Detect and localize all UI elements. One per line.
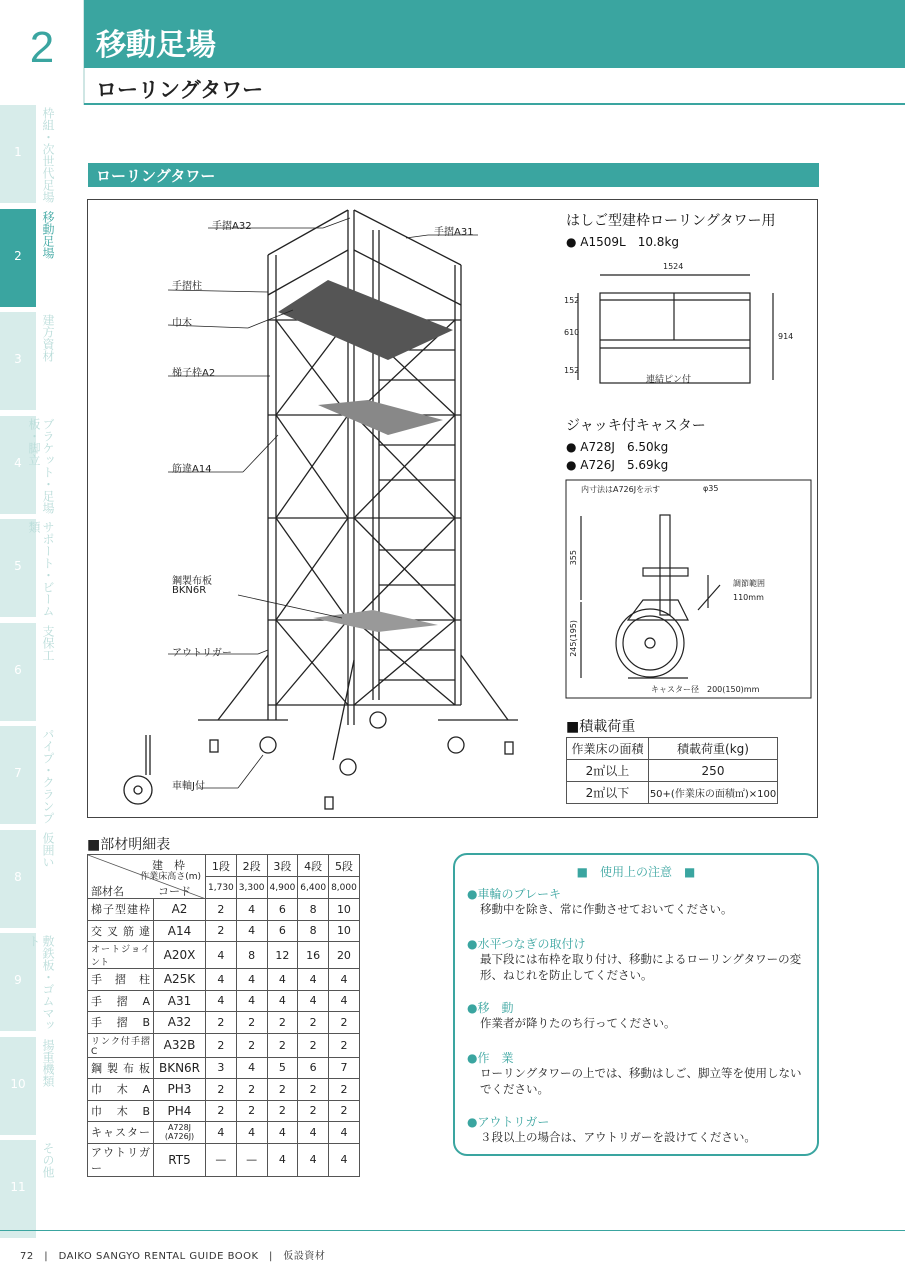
label-ladder-frame: 梯子枠A2 [172, 368, 216, 379]
part-name: 手摺柱 [88, 969, 154, 991]
part-qty: 3 [206, 1057, 237, 1079]
part-qty: 4 [329, 1143, 360, 1176]
head-diagonal [88, 855, 206, 899]
part-qty: 4 [298, 1122, 329, 1144]
side-tab-3[interactable] [0, 312, 36, 410]
dim-152-bottom: 152 [564, 366, 580, 375]
parts-table [87, 854, 360, 1177]
parts-head-height: 3,300 [236, 877, 267, 899]
part-qty: 2 [267, 1079, 298, 1101]
part-code: PH4 [154, 1100, 206, 1122]
part-qty: 6 [267, 899, 298, 921]
side-tab-number: 5 [14, 559, 22, 573]
label-steel-deck-code: BKN6R [172, 585, 207, 596]
side-tab-7[interactable] [0, 726, 36, 824]
side-tab-number: 4 [14, 455, 22, 470]
part-qty: 2 [206, 1079, 237, 1101]
part-qty: 4 [329, 969, 360, 991]
part-qty: 2 [206, 1012, 237, 1034]
part-qty: 2 [236, 1012, 267, 1034]
part-code: BKN6R [154, 1057, 206, 1079]
part-qty: 2 [267, 1012, 298, 1034]
part-qty: 2 [206, 1033, 237, 1057]
dim-width: 1524 [663, 262, 684, 271]
part-qty: 4 [236, 990, 267, 1012]
side-tab-label: その他 [41, 1142, 55, 1178]
load-head-weight: 積載荷重(kg) [649, 738, 778, 760]
load-table [566, 737, 778, 804]
parts-row [88, 990, 360, 1012]
part-name: 梯子型建枠 [88, 899, 154, 921]
figure-box [87, 199, 818, 818]
dim-914: 914 [778, 332, 794, 341]
load-row-area: 2㎡以上 [567, 760, 649, 782]
label-caster-j: 車軸J付 [172, 781, 205, 792]
part-qty: 8 [298, 920, 329, 942]
head-height: 作業床高さ(m) [140, 872, 201, 882]
label-steel-deck: 鋼製布板 [172, 576, 212, 587]
part-name: 手摺A [88, 990, 154, 1012]
label-toeboard: 巾木 [172, 318, 192, 329]
part-qty: 16 [298, 942, 329, 969]
parts-head-height: 1,730 [206, 877, 237, 899]
note-heading: ●作 業 [467, 1051, 514, 1065]
side-tab-label: 仮囲い [41, 831, 55, 868]
part-qty: 4 [236, 920, 267, 942]
load-head-area: 作業床の面積 [567, 738, 649, 760]
dim-355: 355 [569, 550, 578, 566]
note-body: 移動中を除き、常に作動させておいてください。 [480, 902, 733, 916]
part-qty: 12 [267, 942, 298, 969]
load-row-area: 2㎡以下 [567, 782, 649, 804]
part-qty: 2 [329, 1012, 360, 1034]
note-body: ３段以上の場合は、アウトリガーを設けてください。 [480, 1130, 756, 1144]
part-qty: 4 [329, 1122, 360, 1144]
side-tab-label: 移動足場 [41, 210, 55, 259]
part-code: A31 [154, 990, 206, 1012]
parts-row [88, 1012, 360, 1034]
parts-head-level: 1段 [206, 855, 237, 877]
part-qty: 2 [206, 899, 237, 921]
head-name: 部材名 [91, 885, 124, 898]
side-tab-9[interactable] [0, 933, 36, 1031]
parts-row [88, 1033, 360, 1057]
part-qty: 4 [267, 1143, 298, 1176]
side-tab-number: 6 [14, 662, 22, 677]
part-qty: 2 [298, 1012, 329, 1034]
part-code: A20X [154, 942, 206, 969]
dim-610: 610 [564, 328, 580, 337]
side-tab-number: 3 [14, 352, 22, 366]
parts-head-level: 4段 [298, 855, 329, 877]
parts-head-corner [88, 855, 206, 899]
parts-head-level: 2段 [236, 855, 267, 877]
parts-row [88, 899, 360, 921]
dim-245: 245(195) [569, 620, 578, 657]
part-qty: 10 [329, 920, 360, 942]
wheel-diameter: キャスター径 200(150)mm [651, 685, 760, 694]
part-qty: 4 [267, 969, 298, 991]
part-qty: 4 [298, 1143, 329, 1176]
parts-row [88, 920, 360, 942]
part-code: A32 [154, 1012, 206, 1034]
part-qty: 2 [329, 1100, 360, 1122]
load-row-weight: 250 [649, 760, 778, 782]
ladder-frame-title: はしご型建枠ローリングタワー用 [566, 213, 776, 229]
footer: 72 | DAIKO SANGYO RENTAL GUIDE BOOK | 仮設資材 [20, 1251, 326, 1262]
parts-row [88, 1100, 360, 1122]
page-title: 移動足場 [84, 0, 905, 68]
part-qty: 2 [298, 1079, 329, 1101]
subtitle-underline [84, 103, 905, 105]
parts-head-height: 8,000 [329, 877, 360, 899]
part-qty: 4 [329, 990, 360, 1012]
part-qty: 2 [267, 1100, 298, 1122]
part-name: 巾木A [88, 1079, 154, 1101]
notes-title: ■ 使用上の注意 ■ [576, 865, 696, 879]
part-qty: 2 [206, 1100, 237, 1122]
rolling-tower-drawing [88, 200, 817, 817]
part-code: RT5 [154, 1143, 206, 1176]
caster-diameter: φ35 [703, 484, 719, 493]
side-tab-label: サポート・ビーム類 [27, 521, 55, 617]
caster-title: ジャッキ付キャスター [566, 418, 706, 434]
head-frame: 建 枠 [152, 859, 185, 872]
part-qty: 2 [236, 1100, 267, 1122]
parts-title: ■部材明細表 [87, 837, 171, 853]
side-tab-1[interactable] [0, 105, 36, 203]
part-qty: 4 [206, 1122, 237, 1144]
head-code: コード [158, 885, 191, 898]
part-qty: 4 [298, 969, 329, 991]
side-tab-8[interactable] [0, 830, 36, 928]
part-qty: 4 [236, 1122, 267, 1144]
part-code: A2 [154, 899, 206, 921]
side-tab-number: 8 [14, 869, 22, 884]
part-qty: 2 [298, 1033, 329, 1057]
note-heading: ●アウトリガー [467, 1115, 550, 1129]
part-qty: 4 [298, 990, 329, 1012]
chapter-number: 2 [29, 23, 55, 72]
label-brace: 筋違A14 [172, 464, 212, 475]
part-qty: 4 [236, 969, 267, 991]
side-tab-number: 7 [14, 766, 22, 780]
parts-head-height: 6,400 [298, 877, 329, 899]
part-code: A14 [154, 920, 206, 942]
side-tab-label: 敷鉄板・ゴムマット [27, 935, 55, 1031]
parts-head-height: 4,900 [267, 877, 298, 899]
part-qty: 4 [267, 1122, 298, 1144]
side-tab-label: 枠組・次世代足場 [41, 107, 55, 203]
part-qty: 20 [329, 942, 360, 969]
side-tab-label: ブラケット・足場板・脚立 [27, 417, 55, 514]
part-qty: 4 [206, 942, 237, 969]
parts-row [88, 1122, 360, 1144]
part-code: PH3 [154, 1079, 206, 1101]
part-qty: — [236, 1143, 267, 1176]
parts-row [88, 1057, 360, 1079]
footer-rule [0, 1230, 905, 1231]
part-name: キャスター [88, 1122, 154, 1144]
note-body: ローリングタワーの上では、移動はしご、脚立等を使用しないでください。 [480, 1066, 802, 1096]
part-qty: 6 [298, 1057, 329, 1079]
side-tab-label: 支保工 [41, 624, 55, 661]
part-qty: 2 [329, 1079, 360, 1101]
caster-spec-1: ● A728J 6.50kg [566, 440, 669, 454]
side-tab-10[interactable] [0, 1037, 36, 1135]
label-handrail-a31: 手摺A31 [434, 227, 474, 238]
part-name: 手摺B [88, 1012, 154, 1034]
part-qty: 4 [206, 969, 237, 991]
section-title: ローリングタワー [88, 163, 819, 187]
parts-row [88, 942, 360, 969]
page-subtitle: ローリングタワー [96, 78, 264, 102]
caster-spec-2: ● A726J 5.69kg [566, 458, 669, 472]
label-handrail-a32: 手摺A32 [212, 221, 252, 232]
adjust-range-value: 110mm [733, 593, 764, 602]
note-body: 最下段には布枠を取り付け、移動によるローリングタワーの変形、ねじれを防止してください。 [480, 952, 802, 982]
parts-head-level: 3段 [267, 855, 298, 877]
note-heading: ●水平つなぎの取付け [467, 937, 586, 951]
caster-note: 内寸法はA726Jを示す [581, 485, 661, 494]
side-tab-number: 10 [10, 1076, 26, 1091]
label-outrigger: アウトリガー [172, 648, 232, 659]
part-qty: 7 [329, 1057, 360, 1079]
ladder-frame-spec: ● A1509L 10.8kg [566, 235, 680, 249]
part-qty: 10 [329, 899, 360, 921]
part-qty: 8 [298, 899, 329, 921]
side-tab-label: 揚重機類 [41, 1038, 55, 1087]
part-name: アウトリガー [88, 1143, 154, 1176]
dim-152-top: 152 [564, 296, 580, 305]
part-qty: 6 [267, 920, 298, 942]
side-tab-number: 1 [14, 145, 22, 159]
part-qty: — [206, 1143, 237, 1176]
part-name: 鋼製布板 [88, 1057, 154, 1079]
part-qty: 2 [236, 1033, 267, 1057]
part-name: オートジョイント [88, 942, 154, 969]
side-tab-number: 2 [14, 248, 22, 263]
part-code: A728J (A726J) [154, 1122, 206, 1144]
adjust-range-label: 調節範囲 [733, 579, 765, 588]
pin-label: 連結ピン付 [646, 375, 692, 385]
note-heading: ●移 動 [467, 1001, 514, 1015]
part-qty: 2 [236, 1079, 267, 1101]
part-name: 巾木B [88, 1100, 154, 1122]
part-qty: 2 [206, 920, 237, 942]
parts-row [88, 969, 360, 991]
part-qty: 4 [236, 1057, 267, 1079]
load-row-weight: 50+(作業床の面積㎡)×100 [649, 782, 778, 804]
side-tab-label: パイプ・クランプ [41, 728, 55, 824]
side-tab-2[interactable] [0, 209, 36, 307]
parts-row [88, 1143, 360, 1176]
side-tab-11[interactable] [0, 1140, 36, 1238]
note-body: 作業者が降りたのち行ってください。 [480, 1016, 676, 1030]
usage-notes [453, 853, 819, 1156]
part-code: A25K [154, 969, 206, 991]
part-qty: 2 [267, 1033, 298, 1057]
part-qty: 2 [329, 1033, 360, 1057]
part-qty: 2 [298, 1100, 329, 1122]
side-tab-5[interactable] [0, 519, 36, 617]
side-tab-label: 建方資材 [41, 314, 55, 362]
parts-row [88, 1079, 360, 1101]
side-tab-number: 11 [10, 1180, 26, 1194]
part-code: A32B [154, 1033, 206, 1057]
part-qty: 5 [267, 1057, 298, 1079]
part-qty: 8 [236, 942, 267, 969]
load-title: ■積載荷重 [566, 719, 636, 735]
parts-head-level: 5段 [329, 855, 360, 877]
part-name: リンク付手摺C [88, 1033, 154, 1057]
part-name: 交叉筋違 [88, 920, 154, 942]
side-tab-6[interactable] [0, 623, 36, 721]
note-heading: ●車輪のブレーキ [467, 887, 561, 901]
part-qty: 4 [267, 990, 298, 1012]
part-qty: 4 [236, 899, 267, 921]
label-handrail-post: 手摺柱 [172, 281, 202, 292]
part-qty: 4 [206, 990, 237, 1012]
side-tab-number: 9 [14, 973, 22, 987]
